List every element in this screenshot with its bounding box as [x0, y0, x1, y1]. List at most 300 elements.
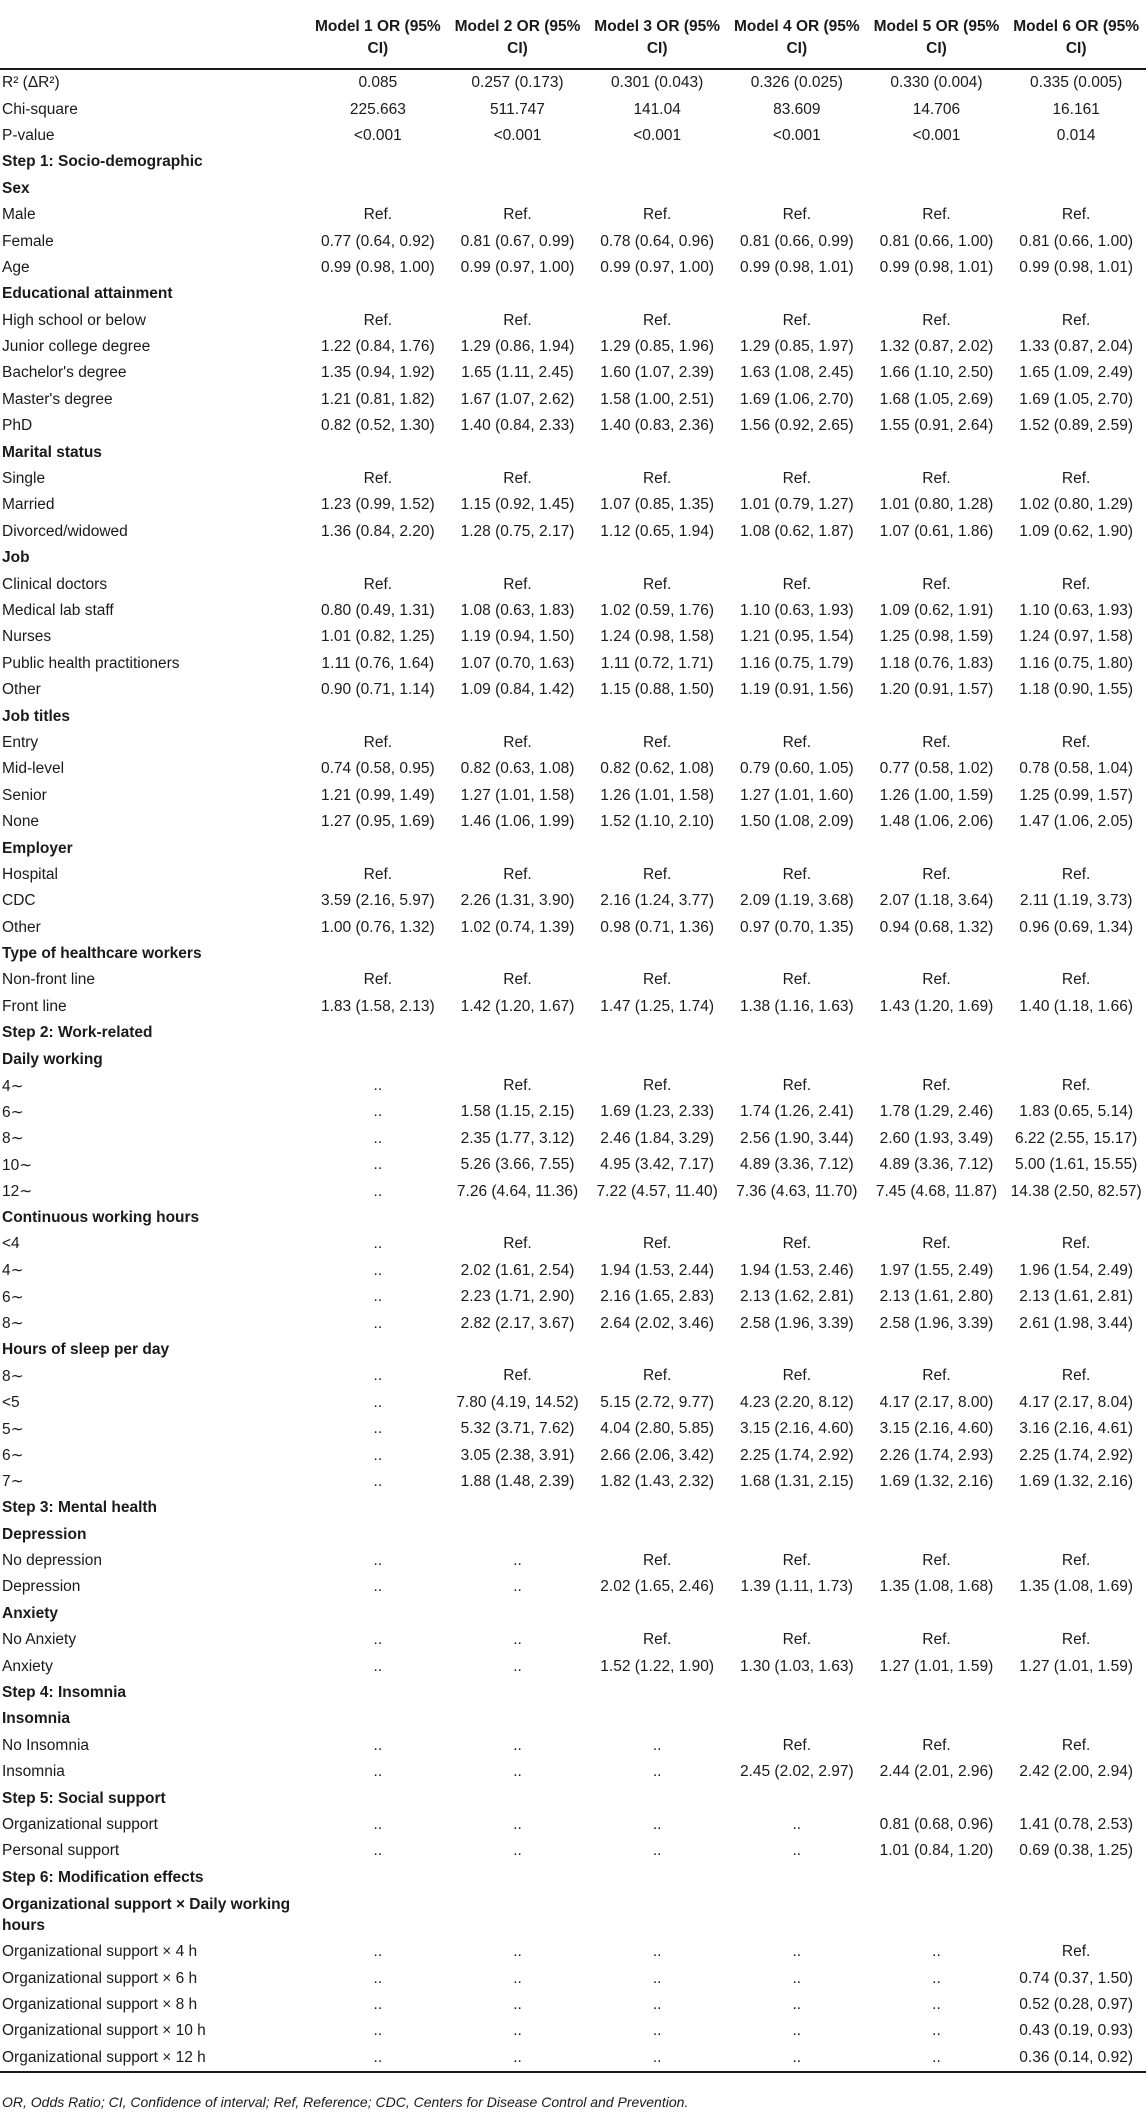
model-5-cell	[867, 835, 1007, 861]
model-3-cell: 4.95 (3.42, 7.17)	[600, 1156, 715, 1174]
table-row	[0, 1653, 1146, 1679]
model-5-cell: 2.60 (1.93, 3.49)	[879, 1129, 994, 1147]
model-4-cell	[727, 1891, 867, 1939]
model-3-cell: 1.69 (1.23, 2.33)	[600, 1103, 715, 1121]
table-row	[0, 624, 1146, 650]
model-1-cell	[308, 1205, 448, 1231]
row-label: 4∼	[2, 1077, 24, 1095]
model-2-cell: 5.32 (3.71, 7.62)	[460, 1420, 575, 1438]
row-label: Daily working	[2, 1050, 103, 1068]
table-row	[0, 123, 1146, 149]
model-4-cell: Ref.	[782, 971, 812, 989]
row-label: Anxiety	[2, 1604, 58, 1622]
model-3-cell: ..	[652, 1969, 662, 1987]
model-4-cell: 1.56 (0.92, 2.65)	[739, 417, 854, 435]
model-5-cell: 1.48 (1.06, 2.06)	[879, 813, 994, 831]
model-1-cell: 1.35 (0.94, 1.92)	[320, 364, 435, 382]
row-label: Single	[2, 470, 46, 488]
group-header-row	[0, 176, 1146, 202]
model-5-cell: Ref.	[922, 1367, 951, 1385]
model-6-cell: 14.38 (2.50, 82.57)	[1010, 1182, 1142, 1200]
model-4-cell: 0.97 (0.70, 1.35)	[739, 918, 854, 936]
row-label: Senior	[2, 786, 47, 804]
model-6-cell: Ref.	[1061, 1736, 1091, 1754]
model-2-cell: 1.58 (1.15, 2.15)	[460, 1103, 575, 1121]
model-6-cell: 16.161	[1052, 100, 1100, 118]
model-5-cell	[867, 176, 1007, 202]
model-5-cell	[867, 1680, 1007, 1706]
model-5-cell: 1.25 (0.98, 1.59)	[879, 628, 994, 646]
row-label: Organizational support × 6 h	[2, 1969, 198, 1987]
model-3-cell	[587, 176, 727, 202]
model-3-cell: 1.60 (1.07, 2.39)	[600, 364, 715, 382]
model-2-cell: Ref.	[503, 311, 532, 329]
model-5-cell: ..	[932, 1969, 941, 1987]
model-2-cell: ..	[513, 1763, 522, 1781]
model-1-cell: ..	[373, 1182, 383, 1200]
model-3-cell: 0.82 (0.62, 1.08)	[600, 760, 715, 778]
model-1-cell: ..	[373, 1995, 383, 2013]
model-5-cell: 1.01 (0.84, 1.20)	[879, 1842, 994, 1860]
model-4-cell	[727, 1865, 867, 1891]
model-1-cell: 0.82 (0.52, 1.30)	[320, 417, 435, 435]
model-6-cell: 1.24 (0.97, 1.58)	[1019, 628, 1134, 646]
model-4-cell: 1.29 (0.85, 1.97)	[739, 338, 854, 356]
row-label: Marital status	[2, 443, 102, 461]
model-4-cell: 7.36 (4.63, 11.70)	[736, 1182, 858, 1200]
model-3-cell: 1.12 (0.65, 1.94)	[600, 522, 715, 540]
model-3-cell	[587, 1521, 727, 1547]
model-6-cell: 0.78 (0.58, 1.04)	[1019, 760, 1134, 778]
table-row	[0, 1992, 1146, 2018]
table-row	[0, 1178, 1146, 1204]
model-4-cell: Ref.	[782, 1736, 812, 1754]
model-4-cell: 0.99 (0.98, 1.01)	[739, 258, 854, 276]
model-4-cell: 1.68 (1.31, 2.15)	[739, 1472, 854, 1490]
model-3-cell	[587, 1706, 727, 1732]
model-4-cell: 2.13 (1.62, 2.81)	[739, 1288, 854, 1306]
model-5-cell: Ref.	[922, 733, 951, 751]
row-label: None	[2, 813, 40, 831]
model-5-cell: 0.99 (0.98, 1.01)	[879, 258, 994, 276]
model-3-cell	[587, 1601, 727, 1627]
model-4-cell: 1.38 (1.16, 1.63)	[739, 997, 854, 1015]
table-header	[0, 12, 1146, 69]
model-5-cell: Ref.	[922, 311, 951, 329]
model-5-cell: Ref.	[922, 865, 951, 883]
model-4-cell	[727, 835, 867, 861]
model-6-cell: 0.335 (0.005)	[1030, 74, 1123, 92]
model-1-cell	[308, 835, 448, 861]
model-4-cell: 2.56 (1.90, 3.44)	[739, 1129, 854, 1147]
model-1-cell: ..	[373, 1631, 383, 1649]
row-label: 12∼	[2, 1183, 33, 1201]
row-label: Other	[2, 918, 41, 936]
model-2-cell	[448, 1495, 588, 1521]
table-body	[0, 69, 1146, 2072]
row-label: 4∼	[2, 1262, 24, 1280]
model-6-cell	[1006, 1865, 1146, 1891]
model-5-cell: 1.09 (0.62, 1.91)	[879, 602, 994, 619]
model-1-cell	[308, 1046, 448, 1072]
model-3-cell: 7.22 (4.57, 11.40)	[596, 1182, 718, 1200]
table-row	[0, 1939, 1146, 1965]
model-3-cell: 1.58 (1.00, 2.51)	[600, 390, 715, 408]
row-label: Insomnia	[2, 1710, 71, 1728]
model-1-cell: ..	[373, 1288, 383, 1306]
model-6-cell: 1.10 (0.63, 1.93)	[1019, 602, 1134, 619]
group-header-row	[0, 281, 1146, 307]
row-label: Mid-level	[2, 760, 65, 778]
model-3-cell: Ref.	[642, 1235, 672, 1253]
model-2-cell	[448, 1337, 588, 1363]
model-1-cell	[308, 176, 448, 202]
model-6-cell: 1.09 (0.62, 1.90)	[1019, 522, 1134, 540]
model-2-cell: 5.26 (3.66, 7.55)	[460, 1156, 575, 1174]
model-1-cell: ..	[373, 1077, 383, 1095]
model-2-cell: 1.88 (1.48, 2.39)	[460, 1472, 575, 1490]
model-3-cell	[587, 1205, 727, 1231]
model-5-cell: 14.706	[912, 100, 961, 118]
model-6-cell: 2.42 (2.00, 2.94)	[1019, 1763, 1134, 1781]
model-2-cell: 1.08 (0.63, 1.83)	[460, 602, 575, 619]
step-header-row	[0, 1020, 1146, 1046]
row-label: Public health practitioners	[2, 654, 180, 672]
model-4-cell: 83.609	[773, 100, 821, 118]
model-6-cell: Ref.	[1061, 1367, 1091, 1385]
model-3-cell	[587, 941, 727, 967]
model-2-cell: 0.99 (0.97, 1.00)	[460, 258, 575, 276]
model-4-cell: 1.94 (1.53, 2.46)	[739, 1261, 854, 1279]
model-1-cell: 0.77 (0.64, 0.92)	[320, 232, 435, 250]
model-3-cell: 1.47 (1.25, 1.74)	[600, 997, 715, 1015]
model-6-cell	[1006, 1706, 1146, 1732]
model-6-cell: 5.00 (1.61, 15.55)	[1014, 1156, 1138, 1174]
model-5-cell	[867, 1706, 1007, 1732]
model-3-cell: 1.07 (0.85, 1.35)	[600, 496, 715, 514]
model-3-cell: Ref.	[642, 733, 672, 751]
header-model-1: Model 1 OR (95% CI)	[314, 18, 441, 57]
model-1-cell: 225.663	[349, 100, 406, 118]
row-label: Female	[2, 232, 54, 250]
model-3-cell: 1.15 (0.88, 1.50)	[600, 681, 715, 699]
model-6-cell: 1.33 (0.87, 2.04)	[1019, 338, 1134, 356]
model-1-cell: 1.01 (0.82, 1.25)	[320, 628, 435, 646]
header-blank	[0, 12, 308, 69]
model-3-cell: 0.301 (0.043)	[611, 74, 704, 92]
model-2-cell: ..	[513, 1657, 522, 1675]
model-4-cell: ..	[792, 1969, 802, 1987]
model-5-cell: 1.43 (1.20, 1.69)	[879, 997, 994, 1015]
row-label: Step 4: Insomnia	[2, 1684, 127, 1702]
model-1-cell: ..	[373, 1815, 383, 1833]
model-5-cell	[867, 439, 1007, 465]
model-3-cell: 2.16 (1.24, 3.77)	[600, 892, 715, 910]
model-2-cell: Ref.	[503, 575, 532, 593]
row-label: Insomnia	[2, 1763, 65, 1781]
table-row	[0, 387, 1146, 413]
table-row	[0, 308, 1146, 334]
step-header-row	[0, 1680, 1146, 1706]
header-model-2: Model 2 OR (95% CI)	[454, 18, 581, 57]
model-2-cell: 7.80 (4.19, 14.52)	[456, 1393, 579, 1411]
model-4-cell: 2.25 (1.74, 2.92)	[739, 1446, 854, 1464]
model-4-cell	[727, 1020, 867, 1046]
model-1-cell: ..	[373, 2022, 383, 2040]
model-3-cell: 1.11 (0.72, 1.71)	[600, 654, 714, 672]
model-2-cell: Ref.	[503, 1077, 532, 1095]
table-row	[0, 1073, 1146, 1099]
model-6-cell	[1006, 1205, 1146, 1231]
model-4-cell: Ref.	[782, 470, 812, 488]
model-6-cell: 2.13 (1.61, 2.81)	[1019, 1288, 1134, 1306]
row-label: CDC	[2, 892, 36, 910]
group-header-row	[0, 835, 1146, 861]
row-label: Job titles	[2, 707, 71, 725]
model-2-cell	[448, 1891, 588, 1939]
model-4-cell: 2.45 (2.02, 2.97)	[739, 1763, 854, 1781]
table-row	[0, 492, 1146, 518]
step-header-row	[0, 1495, 1146, 1521]
model-5-cell: 1.20 (0.91, 1.57)	[879, 681, 994, 699]
model-6-cell: 0.43 (0.19, 0.93)	[1019, 2022, 1134, 2040]
model-5-cell	[867, 1495, 1007, 1521]
model-6-cell: 0.52 (0.28, 0.97)	[1019, 1995, 1134, 2013]
model-3-cell	[587, 439, 727, 465]
model-2-cell: 2.26 (1.31, 3.90)	[460, 892, 575, 910]
model-4-cell: Ref.	[782, 311, 812, 329]
model-4-cell: 1.10 (0.63, 1.93)	[739, 602, 854, 619]
model-6-cell: Ref.	[1061, 470, 1091, 488]
group-header-row	[0, 545, 1146, 571]
model-1-cell: ..	[373, 1842, 383, 1860]
model-1-cell: ..	[373, 1393, 383, 1411]
table-row	[0, 1099, 1146, 1125]
model-5-cell	[867, 703, 1007, 729]
model-2-cell: 2.82 (2.17, 3.67)	[460, 1314, 575, 1332]
model-4-cell	[727, 1521, 867, 1547]
model-1-cell: Ref.	[363, 311, 393, 329]
model-3-cell: Ref.	[642, 206, 672, 224]
model-1-cell: ..	[373, 1103, 383, 1121]
model-3-cell	[587, 281, 727, 307]
model-3-cell: ..	[652, 1736, 662, 1754]
group-header-row	[0, 1046, 1146, 1072]
model-5-cell: 2.44 (2.01, 2.96)	[879, 1763, 994, 1781]
model-6-cell: Ref.	[1061, 1631, 1091, 1649]
model-4-cell	[727, 281, 867, 307]
row-label: 8∼	[2, 1367, 24, 1385]
row-label: Bachelor's degree	[2, 364, 127, 382]
table-row	[0, 677, 1146, 703]
model-6-cell: Ref.	[1061, 971, 1091, 989]
model-6-cell	[1006, 281, 1146, 307]
model-2-cell: 1.29 (0.86, 1.94)	[460, 338, 575, 356]
model-5-cell: 1.78 (1.29, 2.46)	[879, 1103, 994, 1121]
model-2-cell: ..	[513, 1995, 522, 2013]
model-2-cell: ..	[513, 1736, 522, 1754]
model-6-cell: 1.47 (1.06, 2.05)	[1019, 813, 1134, 831]
model-4-cell: 1.30 (1.03, 1.63)	[739, 1657, 854, 1675]
table-row	[0, 1548, 1146, 1574]
model-3-cell: Ref.	[642, 971, 672, 989]
model-2-cell	[448, 1785, 588, 1811]
row-label: High school or below	[2, 311, 146, 329]
row-label: Step 2: Work-related	[2, 1024, 153, 1042]
model-2-cell	[448, 149, 588, 175]
model-4-cell	[727, 1337, 867, 1363]
group-header-row	[0, 941, 1146, 967]
model-6-cell	[1006, 1601, 1146, 1627]
group-header-row	[0, 1601, 1146, 1627]
model-6-cell	[1006, 1046, 1146, 1072]
table-row	[0, 1838, 1146, 1864]
table-footnote: OR, Odds Ratio; CI, Confidence of interval; Ref, Reference; CDC, Centers for Disease Control and Prevention.	[2, 2094, 689, 2110]
header-model-3: Model 3 OR (95% CI)	[594, 18, 721, 57]
table-row	[0, 1574, 1146, 1600]
model-4-cell: Ref.	[782, 206, 812, 224]
model-5-cell: 1.27 (1.01, 1.59)	[879, 1657, 994, 1675]
model-5-cell: 0.330 (0.004)	[890, 74, 983, 92]
model-1-cell: Ref.	[363, 470, 393, 488]
row-label: 5∼	[2, 1420, 24, 1438]
model-4-cell: ..	[792, 1995, 802, 2013]
model-6-cell: 1.69 (1.32, 2.16)	[1019, 1472, 1134, 1490]
row-label: Step 1: Socio-demographic	[2, 153, 203, 171]
model-2-cell: 1.67 (1.07, 2.62)	[460, 390, 575, 408]
table-row	[0, 730, 1146, 756]
model-3-cell: Ref.	[642, 311, 672, 329]
row-label: Organizational support × Daily working hours	[2, 1895, 291, 1934]
model-4-cell	[727, 1495, 867, 1521]
model-1-cell	[308, 1521, 448, 1547]
model-1-cell	[308, 941, 448, 967]
row-label: Junior college degree	[2, 338, 151, 356]
group-header-row	[0, 439, 1146, 465]
model-2-cell: 1.28 (0.75, 2.17)	[460, 522, 575, 540]
model-3-cell	[587, 1865, 727, 1891]
model-1-cell: 1.21 (0.99, 1.49)	[320, 786, 435, 804]
model-4-cell	[727, 176, 867, 202]
model-1-cell: 0.99 (0.98, 1.00)	[320, 258, 435, 276]
row-label: 7∼	[2, 1473, 24, 1491]
model-4-cell: 2.09 (1.19, 3.68)	[739, 892, 854, 910]
model-6-cell: Ref.	[1061, 206, 1091, 224]
row-label: Hours of sleep per day	[2, 1340, 170, 1358]
model-5-cell: Ref.	[922, 1631, 951, 1649]
model-3-cell: 1.94 (1.53, 2.44)	[600, 1261, 715, 1279]
model-4-cell: Ref.	[782, 1631, 812, 1649]
model-3-cell: 2.46 (1.84, 3.29)	[600, 1129, 715, 1147]
model-6-cell: 1.18 (0.90, 1.55)	[1019, 681, 1134, 699]
model-5-cell	[867, 1785, 1007, 1811]
row-label: Sex	[2, 179, 30, 197]
model-4-cell: 0.326 (0.025)	[750, 74, 843, 92]
row-label: Clinical doctors	[2, 575, 108, 593]
model-4-cell: ..	[792, 1943, 802, 1961]
model-6-cell: Ref.	[1061, 865, 1091, 883]
model-6-cell: 2.25 (1.74, 2.92)	[1019, 1446, 1134, 1464]
table-row	[0, 96, 1146, 122]
model-1-cell	[308, 1891, 448, 1939]
model-5-cell	[867, 545, 1007, 571]
model-6-cell	[1006, 1020, 1146, 1046]
model-4-cell	[727, 439, 867, 465]
model-6-cell	[1006, 176, 1146, 202]
model-2-cell	[448, 1680, 588, 1706]
model-3-cell: 1.52 (1.10, 2.10)	[600, 813, 715, 831]
row-label: Male	[2, 206, 36, 224]
step-header-row	[0, 1785, 1146, 1811]
model-4-cell: 3.15 (2.16, 4.60)	[739, 1420, 854, 1438]
model-6-cell	[1006, 149, 1146, 175]
row-label: <4	[2, 1235, 20, 1253]
model-6-cell: Ref.	[1061, 1235, 1091, 1253]
model-5-cell: 1.01 (0.80, 1.28)	[879, 496, 994, 514]
model-2-cell: 1.46 (1.06, 1.99)	[460, 813, 575, 831]
model-4-cell: ..	[792, 2022, 802, 2040]
row-label: No Anxiety	[2, 1631, 77, 1649]
model-6-cell: 1.65 (1.09, 2.49)	[1019, 364, 1134, 382]
model-2-cell: 1.27 (1.01, 1.58)	[460, 786, 575, 804]
model-1-cell: ..	[373, 2048, 383, 2066]
model-6-cell: Ref.	[1061, 1943, 1091, 1961]
model-4-cell: 1.01 (0.79, 1.27)	[739, 496, 854, 514]
model-6-cell: 4.17 (2.17, 8.04)	[1019, 1393, 1134, 1411]
model-3-cell: 1.52 (1.22, 1.90)	[600, 1657, 715, 1675]
model-5-cell: 4.89 (3.36, 7.12)	[879, 1156, 994, 1174]
model-5-cell	[867, 1046, 1007, 1072]
model-6-cell	[1006, 439, 1146, 465]
model-4-cell	[727, 1601, 867, 1627]
model-3-cell	[587, 1680, 727, 1706]
table-row	[0, 69, 1146, 96]
model-5-cell: 2.26 (1.74, 2.93)	[879, 1446, 994, 1464]
model-1-cell: ..	[373, 1943, 383, 1961]
model-1-cell: 1.21 (0.81, 1.82)	[320, 390, 435, 408]
table-row	[0, 1442, 1146, 1468]
model-1-cell: ..	[373, 1314, 383, 1332]
table-row	[0, 1152, 1146, 1178]
table-row	[0, 809, 1146, 835]
model-5-cell: 2.13 (1.61, 2.80)	[879, 1288, 994, 1306]
model-1-cell: 0.80 (0.49, 1.31)	[320, 602, 435, 619]
model-2-cell: ..	[513, 1842, 522, 1860]
table-row	[0, 651, 1146, 677]
model-1-cell: ..	[373, 1763, 383, 1781]
model-2-cell: Ref.	[503, 971, 532, 989]
model-3-cell: 0.98 (0.71, 1.36)	[600, 918, 715, 936]
model-5-cell: 3.15 (2.16, 4.60)	[879, 1420, 994, 1438]
group-header-row	[0, 1205, 1146, 1231]
row-label: Depression	[2, 1525, 87, 1543]
table-row	[0, 2018, 1146, 2044]
model-2-cell	[448, 1205, 588, 1231]
table-row	[0, 202, 1146, 228]
model-5-cell: 1.97 (1.55, 2.49)	[879, 1261, 994, 1279]
model-3-cell: ..	[652, 1815, 662, 1833]
model-2-cell: 2.35 (1.77, 3.12)	[460, 1129, 575, 1147]
model-1-cell	[308, 149, 448, 175]
model-4-cell: 1.08 (0.62, 1.87)	[739, 522, 854, 540]
model-5-cell	[867, 941, 1007, 967]
table-row	[0, 598, 1146, 624]
step-header-row	[0, 1865, 1146, 1891]
model-3-cell	[587, 545, 727, 571]
table-row	[0, 334, 1146, 360]
model-5-cell	[867, 1020, 1007, 1046]
model-4-cell: 2.58 (1.96, 3.39)	[739, 1314, 854, 1332]
